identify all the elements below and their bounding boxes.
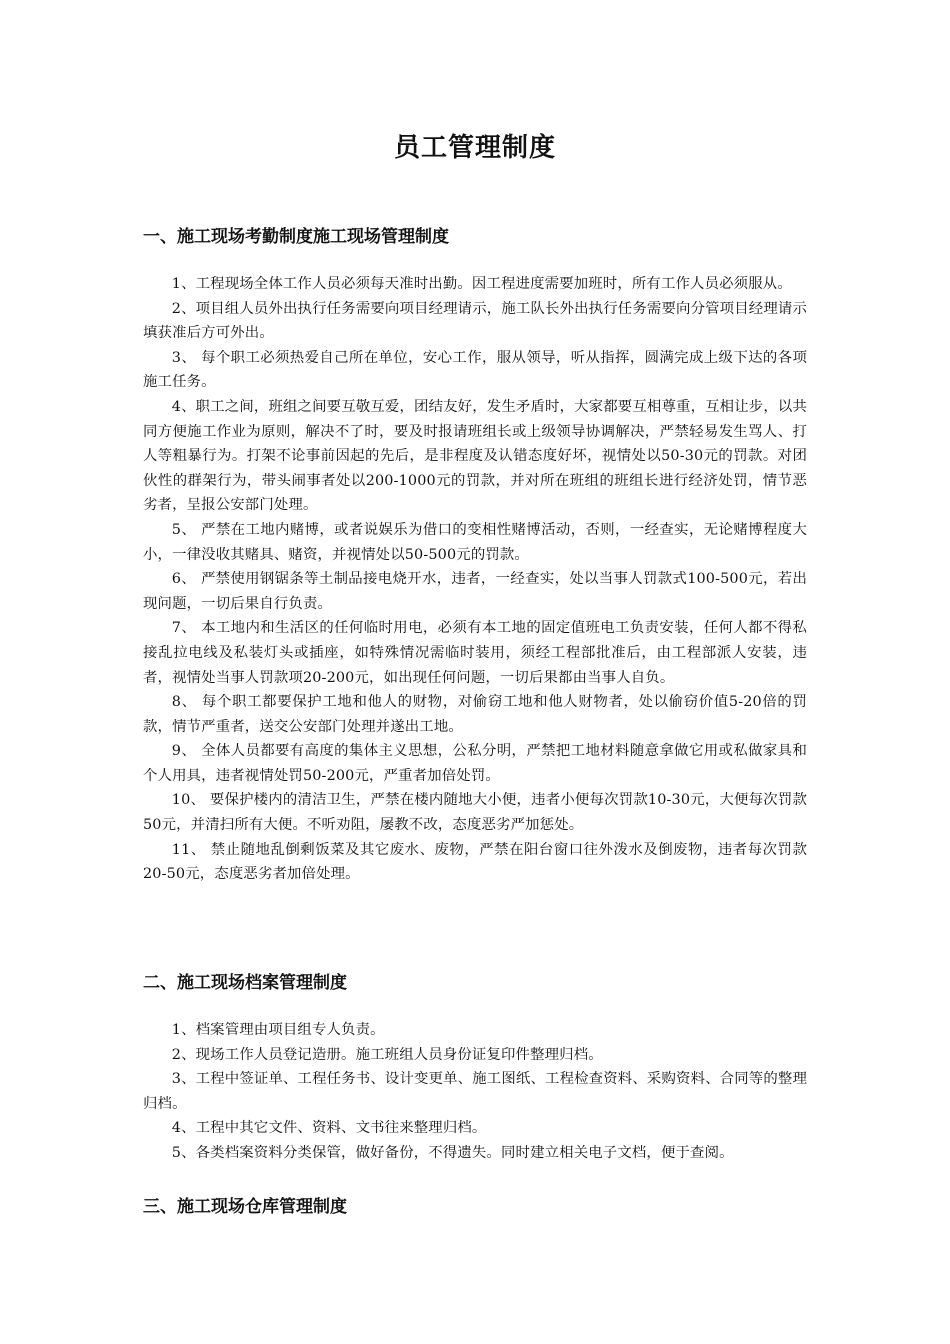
paragraph: 6、 严禁使用钢锯条等土制品接电烧开水，违者，一经查实，处以当事人罚款式100-500元，若出现问题，一切后果自行负责。: [143, 571, 807, 612]
paragraph: 3、 每个职工必须热爱自己所在单位，安心工作，服从领导，听从指挥，圆满完成上级下达的各项施工任务。: [143, 349, 807, 391]
paragraph: 2、项目组人员外出执行任务需要向项目经理请示，施工队长外出执行任务需要向分管项目经理请示填获准后方可外出。: [143, 300, 807, 342]
paragraph: 9、 全体人员都要有高度的集体主义思想，公私分明，严禁把工地材料随意拿做它用或私做家具和个人用具，违者视情处罚50-200元，严重者加倍处罚。: [143, 743, 807, 784]
paragraph-list: [143, 1018, 807, 1166]
section-attendance: [143, 225, 807, 887]
section-heading: 一、施工现场考勤制度施工现场管理制度: [143, 227, 449, 247]
paragraph: 4、工程中其它文件、资料、文书往来整理归档。: [171, 1120, 487, 1137]
document-title: 员工管理制度: [393, 133, 556, 163]
paragraph: 11、 禁止随地乱倒剩饭菜及其它废水、废物，严禁在阳台窗口往外泼水及倒废物，违者每次罚款20-50元，态度恶劣者加倍处理。: [143, 841, 807, 883]
paragraph: 1、工程现场全体工作人员必须每天准时出勤。因工程进度需要加班时，所有工作人员必须服从。: [171, 276, 792, 292]
paragraph: 10、 要保护楼内的清洁卫生，严禁在楼内随地大小便，违者小便每次罚款10-30元，大便每次罚款50元，并清扫所有大便。不听劝阻，屡教不改，态度恶劣严加惩处。: [143, 792, 807, 834]
paragraph-list: [143, 272, 807, 887]
section-archives: [143, 971, 807, 1166]
section-heading: 二、施工现场档案管理制度: [143, 973, 347, 993]
section-warehouse: [143, 1195, 807, 1219]
paragraph: 5、 严禁在工地内赌博，或者说娱乐为借口的变相性赌博活动，否则，一经查实，无论赌博程度大小，一律没收其赌具、赌资，并视情处以50-500元的罚款。: [143, 521, 807, 563]
paragraph: 5、各类档案资料分类保管，做好备份，不得遗失。同时建立相关电子文档，便于查阅。: [171, 1144, 734, 1161]
paragraph: 7、 本工地内和生活区的任何临时用电，必须有本工地的固定值班电工负责安装，任何人都不得私接乱拉电线及私装灯头或插座，如特殊情况需临时装用，须经工程部批准后，由工程部派人安装，违者，视情处当事人罚款项20-200元，如出现任何问题，一切后果都由当事人自负。: [143, 620, 807, 686]
paragraph: 4、职工之间，班组之间要互敬互爱，团结友好，发生矛盾时，大家都要互相尊重，互相让步，以共同方便施工作业为原则，解决不了时，要及时报请班组长或上级领导协调解决，严禁轻易发生骂人、打人等粗暴行为。打架不论事前因起的先后，是非程度及认错态度好坏，视情处以50-30元的罚款。对团伙性的群架行为，带头闹事者处以200-1000元的罚款，并对所在班组的班组长进行经济处罚，情节恶劣者，呈报公安部门处理。: [143, 398, 807, 514]
paragraph: 1、档案管理由项目组专人负责。: [171, 1022, 385, 1038]
paragraph: 2、现场工作人员登记造册。施工班组人员身份证复印件整理归档。: [171, 1046, 603, 1063]
paragraph: 8、 每个职工都要保护工地和他人的财物，对偷窃工地和他人财物者，处以偷窃价值5-20倍的罚款，情节严重者，送交公安部门处理并遂出工地。: [143, 694, 807, 735]
paragraph: 3、工程中签证单、工程任务书、设计变更单、施工图纸、工程检查资料、采购资料、合同等的整理归档。: [143, 1071, 807, 1112]
section-heading: 三、施工现场仓库管理制度: [143, 1197, 347, 1217]
